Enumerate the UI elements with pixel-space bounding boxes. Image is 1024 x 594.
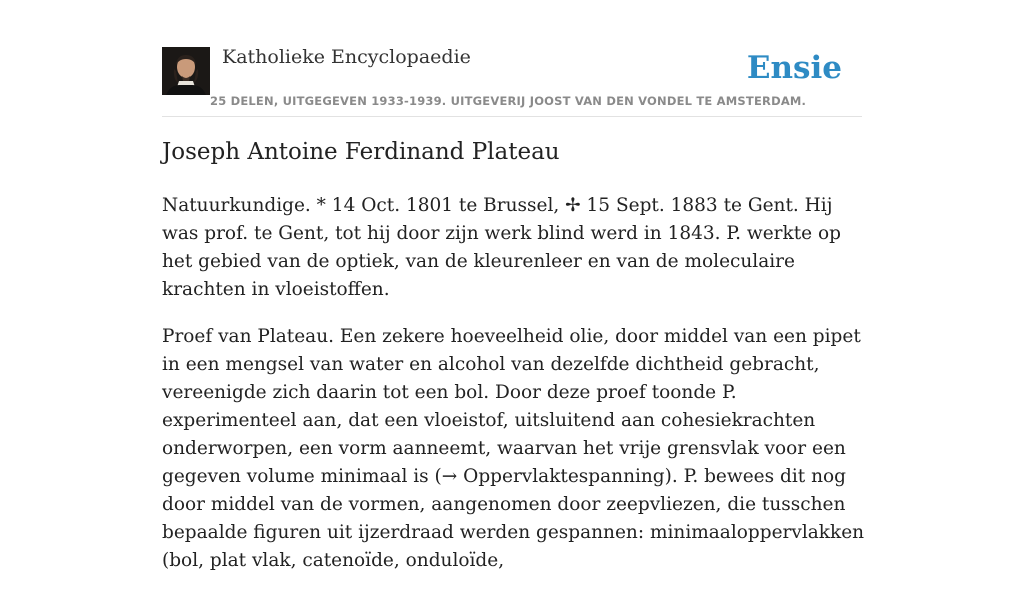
article-body — [162, 192, 867, 594]
avatar[interactable] — [162, 47, 210, 95]
portrait-icon — [162, 47, 210, 95]
page-title: Joseph Antoine Ferdinand Plateau — [162, 139, 560, 165]
article-paragraph: Natuurkundige. * 14 Oct. 1801 te Brussel, ✢ 15 Sept. 1883 te Gent. Hij was prof. te Gent, tot hij door zijn werk blind werd in 1843. P. werkte op het gebied van de optiek, van de kleurenleer en van de moleculaire krachten in vloeistoffen. — [162, 195, 841, 300]
site-subtitle: 25 DELEN, UITGEGEVEN 1933-1939. UITGEVERIJ JOOST VAN DEN VONDEL TE AMSTERDAM. — [210, 94, 807, 108]
article-paragraph: Proef van Plateau. Een zekere hoeveelheid olie, door middel van een pipet in een mengsel van water en alcohol van dezelfde dichtheid gebracht, vereenigde zich daarin tot een bol. Door deze proef toonde P. experimenteel aan, dat een vloeistof, uitsluitend aan cohesiekrachten onderworpen, een vorm aanneemt, waarvan het vrije grensvlak voor een gegeven volume minimaal is (→ Oppervlaktespanning). P. bewees dit nog door middel van de vormen, aangenomen door zeepvliezen, die tusschen bepaalde figuren uit ijzerdraad werden gespannen: minimaaloppervlakken (bol, plat vlak, catenoïde, onduloïde, — [162, 326, 865, 571]
site-title[interactable]: Katholieke Encyclopaedie — [222, 46, 471, 68]
page-container — [162, 0, 865, 571]
brand-logo-link[interactable]: Ensie — [746, 50, 842, 86]
site-header — [162, 0, 862, 117]
